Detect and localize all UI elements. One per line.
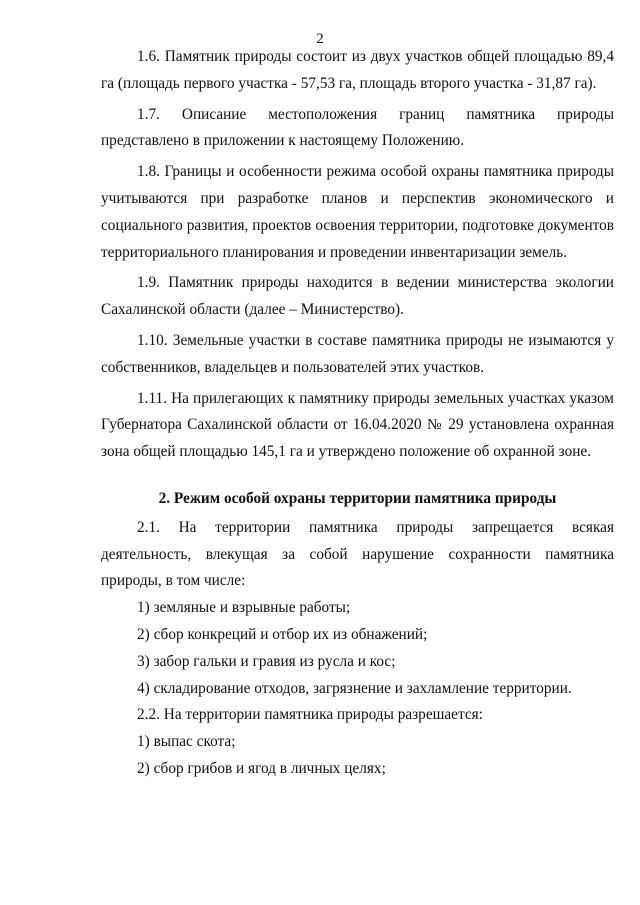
paragraph-1-11: 1.11. На прилегающих к памятнику природы земельных участках указом Губернатора Сахалинской области от 16.04.2020 № 29 установлена охранная зона общей площадью 145,1 га и утверждено положение об охранной зоне. bbox=[101, 389, 614, 461]
prohibited-item-2: 2) сбор конкреций и отбор их из обнажений; bbox=[137, 625, 428, 643]
page-number: 2 bbox=[316, 31, 324, 47]
paragraph-1-9: 1.9. Памятник природы находится в ведении министерства экологии Сахалинской области (далее – Министерство). bbox=[101, 274, 614, 319]
section-2-heading: 2. Режим особой охраны территории памятника природы bbox=[158, 489, 557, 507]
paragraph-1-10: 1.10. Земельные участки в составе памятника природы не изымаются у собственников, владельцев и пользователей этих участков. bbox=[101, 331, 614, 376]
prohibited-item-1: 1) земляные и взрывные работы; bbox=[137, 599, 351, 617]
prohibited-item-4: 4) складирование отходов, загрязнение и захламление территории. bbox=[137, 679, 572, 697]
paragraph-1-7: 1.7. Описание местоположения границ памятника природы представлено в приложении к настоящему Положению. bbox=[101, 105, 614, 150]
permitted-item-1: 1) выпас скота; bbox=[137, 733, 236, 751]
prohibited-item-3: 3) забор гальки и гравия из русла и кос; bbox=[137, 652, 396, 670]
paragraph-2-2: 2.2. На территории памятника природы разрешается: bbox=[137, 706, 483, 724]
paragraph-2-1: 2.1. На территории памятника природы запрещается всякая деятельность, влекущая за собой нарушение сохранности памятника природы, в том числе: bbox=[101, 518, 614, 590]
paragraph-1-8: 1.8. Границы и особенности режима особой охраны памятника природы учитываются при разработке планов и перспектив экономического и социального развития, проектов освоения территории, подготовке документов территориального планирования и проведении инвентаризации земель. bbox=[101, 163, 614, 261]
document-body bbox=[101, 44, 614, 783]
permitted-item-2: 2) сбор грибов и ягод в личных целях; bbox=[137, 759, 386, 777]
paragraph-1-6: 1.6. Памятник природы состоит из двух участков общей площадью 89,4 га (площадь первого участка - 57,53 га, площадь второго участка - 31,87 га). bbox=[101, 48, 614, 92]
